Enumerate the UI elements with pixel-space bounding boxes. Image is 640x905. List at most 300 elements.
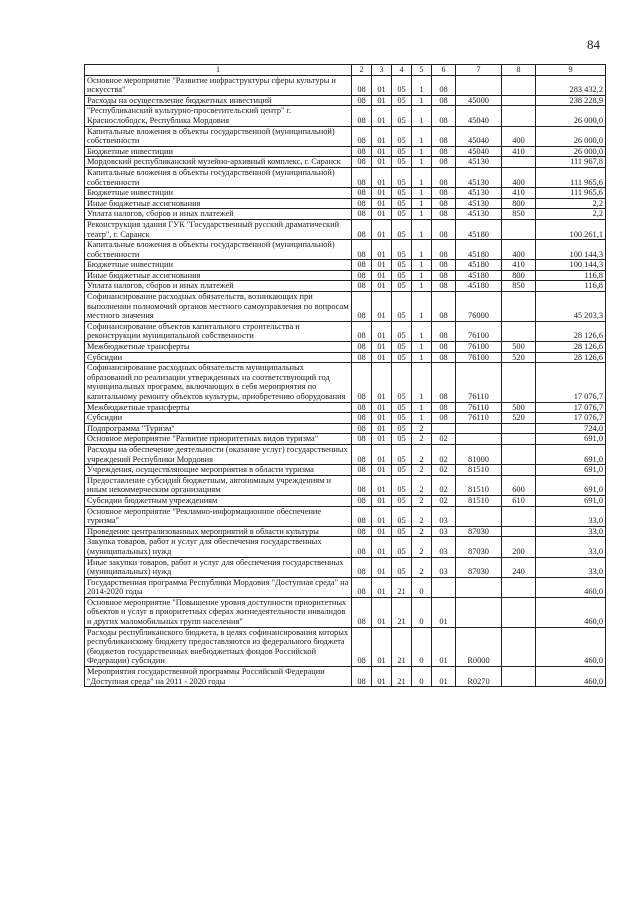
code-direction: 76110 — [456, 363, 502, 402]
code-program: 05 — [392, 209, 412, 220]
code-direction — [456, 75, 502, 95]
row-description: Бюджетные инвестиции — [85, 260, 352, 271]
code-program: 05 — [392, 292, 412, 322]
row-description: Основное мероприятие "Рекламно-информационное обеспечение туризма" — [85, 506, 352, 526]
code-direction: 87030 — [456, 526, 502, 537]
code-subprogram: 0 — [412, 667, 432, 687]
code-program: 05 — [392, 157, 412, 168]
code-subprogram: 2 — [412, 444, 432, 464]
code-subsection: 01 — [372, 75, 392, 95]
code-program: 05 — [392, 526, 412, 537]
code-program: 05 — [392, 126, 412, 146]
expense-type — [502, 526, 536, 537]
code-section: 08 — [352, 342, 372, 353]
header-cell: 4 — [392, 65, 412, 76]
expense-type — [502, 577, 536, 597]
table-row — [85, 321, 606, 341]
code-measure — [432, 577, 456, 597]
code-direction: R0000 — [456, 627, 502, 666]
expense-type: 200 — [502, 537, 536, 557]
code-section: 08 — [352, 526, 372, 537]
code-section: 08 — [352, 292, 372, 322]
code-subsection: 01 — [372, 167, 392, 187]
expense-type: 850 — [502, 281, 536, 292]
code-subprogram: 1 — [412, 126, 432, 146]
row-amount: 26 000,0 — [536, 126, 606, 146]
code-direction: 76110 — [456, 402, 502, 413]
table-row — [85, 106, 606, 126]
code-subsection: 01 — [372, 577, 392, 597]
code-program: 05 — [392, 146, 412, 157]
code-program: 21 — [392, 667, 412, 687]
code-section: 08 — [352, 557, 372, 577]
table-row — [85, 188, 606, 199]
code-measure: 08 — [432, 413, 456, 424]
code-section: 08 — [352, 434, 372, 445]
code-subsection: 01 — [372, 402, 392, 413]
row-description: Подпрограмма "Туризм" — [85, 423, 352, 434]
expense-type — [502, 434, 536, 445]
expense-type — [502, 106, 536, 126]
row-amount: 724,0 — [536, 423, 606, 434]
code-subsection: 01 — [372, 198, 392, 209]
code-program: 05 — [392, 270, 412, 281]
row-amount: 45 203,3 — [536, 292, 606, 322]
table-row — [85, 198, 606, 209]
code-section: 08 — [352, 597, 372, 627]
table-row — [85, 444, 606, 464]
code-subprogram: 1 — [412, 75, 432, 95]
row-amount: 691,0 — [536, 475, 606, 495]
code-subprogram: 1 — [412, 167, 432, 187]
row-description: Иные бюджетные ассигнования — [85, 270, 352, 281]
code-section: 08 — [352, 667, 372, 687]
row-amount: 460,0 — [536, 667, 606, 687]
code-subsection: 01 — [372, 188, 392, 199]
code-direction: 45130 — [456, 157, 502, 168]
table-row — [85, 465, 606, 476]
code-subprogram: 1 — [412, 188, 432, 199]
code-measure: 08 — [432, 219, 456, 239]
code-program: 05 — [392, 260, 412, 271]
expense-type: 520 — [502, 352, 536, 363]
code-section: 08 — [352, 423, 372, 434]
code-subsection: 01 — [372, 475, 392, 495]
code-direction — [456, 434, 502, 445]
header-cell: 5 — [412, 65, 432, 76]
code-program: 21 — [392, 597, 412, 627]
expense-type: 850 — [502, 209, 536, 220]
expense-type: 600 — [502, 475, 536, 495]
code-subprogram: 1 — [412, 363, 432, 402]
table-row — [85, 281, 606, 292]
row-amount: 2,2 — [536, 209, 606, 220]
expense-type — [502, 75, 536, 95]
code-direction: 76100 — [456, 342, 502, 353]
row-amount: 116,8 — [536, 270, 606, 281]
code-section: 08 — [352, 506, 372, 526]
code-subsection: 01 — [372, 219, 392, 239]
code-direction: 81510 — [456, 475, 502, 495]
code-section: 08 — [352, 413, 372, 424]
code-section: 08 — [352, 537, 372, 557]
table-row — [85, 667, 606, 687]
expense-type: 500 — [502, 342, 536, 353]
table-row — [85, 146, 606, 157]
table-row — [85, 413, 606, 424]
row-amount: 111 965,6 — [536, 167, 606, 187]
table-row — [85, 506, 606, 526]
code-section: 08 — [352, 352, 372, 363]
row-description: Иные закупки товаров, работ и услуг для обеспечения государственных (муниципальных) нужд — [85, 557, 352, 577]
row-description: Проведение централизованных мероприятий в области культуры — [85, 526, 352, 537]
code-direction: 76000 — [456, 292, 502, 322]
row-description: Основное мероприятие "Развитие инфраструктуры сферы культуры и искусства" — [85, 75, 352, 95]
row-amount: 17 076,7 — [536, 402, 606, 413]
code-section: 08 — [352, 321, 372, 341]
table-row — [85, 526, 606, 537]
expense-type — [502, 444, 536, 464]
code-direction: 45180 — [456, 281, 502, 292]
code-subprogram: 0 — [412, 627, 432, 666]
row-amount: 33,0 — [536, 557, 606, 577]
table-row — [85, 126, 606, 146]
code-program: 05 — [392, 95, 412, 106]
code-subsection: 01 — [372, 157, 392, 168]
code-direction: 76100 — [456, 321, 502, 341]
table-row — [85, 352, 606, 363]
code-section: 08 — [352, 281, 372, 292]
table-row — [85, 157, 606, 168]
row-description: Субсидии — [85, 413, 352, 424]
code-subsection: 01 — [372, 292, 392, 322]
code-subsection: 01 — [372, 444, 392, 464]
table-row — [85, 219, 606, 239]
code-direction: R0270 — [456, 667, 502, 687]
code-measure: 08 — [432, 363, 456, 402]
code-subprogram: 1 — [412, 281, 432, 292]
code-program: 05 — [392, 506, 412, 526]
row-description: Уплата налогов, сборов и иных платежей — [85, 281, 352, 292]
code-section: 08 — [352, 577, 372, 597]
row-description: Закупка товаров, работ и услуг для обеспечения государственных (муниципальных) нужд — [85, 537, 352, 557]
code-subsection: 01 — [372, 363, 392, 402]
code-section: 08 — [352, 495, 372, 506]
header-row — [85, 65, 606, 76]
expense-type: 800 — [502, 198, 536, 209]
row-amount: 100 261,1 — [536, 219, 606, 239]
code-measure: 08 — [432, 342, 456, 353]
code-subprogram: 1 — [412, 95, 432, 106]
row-description: Капитальные вложения в объекты государственной (муниципальной) собственности — [85, 240, 352, 260]
code-section: 08 — [352, 146, 372, 157]
code-direction: 45130 — [456, 188, 502, 199]
row-description: Капитальные вложения в объекты государственной (муниципальной) собственности — [85, 167, 352, 187]
code-subprogram: 1 — [412, 146, 432, 157]
code-measure: 03 — [432, 557, 456, 577]
code-measure: 08 — [432, 292, 456, 322]
row-amount: 17 076,7 — [536, 413, 606, 424]
expense-type: 500 — [502, 402, 536, 413]
expense-type: 410 — [502, 146, 536, 157]
code-direction: 45130 — [456, 198, 502, 209]
header-cell: 9 — [536, 65, 606, 76]
code-measure: 03 — [432, 526, 456, 537]
table-row — [85, 260, 606, 271]
row-amount: 691,0 — [536, 434, 606, 445]
code-measure: 03 — [432, 537, 456, 557]
code-subprogram: 0 — [412, 597, 432, 627]
expense-type — [502, 292, 536, 322]
row-description: Расходы на обеспечение деятельности (оказание услуг) государственных учреждений Республики Мордовия — [85, 444, 352, 464]
row-description: Реконструкция здания ГУК "Государственный русский драматический театр", г. Саранск — [85, 219, 352, 239]
code-subprogram: 2 — [412, 506, 432, 526]
header-cell: 6 — [432, 65, 456, 76]
table-row — [85, 597, 606, 627]
code-measure: 08 — [432, 281, 456, 292]
row-amount: 28 126,6 — [536, 321, 606, 341]
row-description: Расходы на осуществление бюджетных инвестиций — [85, 95, 352, 106]
header-cell: 3 — [372, 65, 392, 76]
code-measure: 08 — [432, 146, 456, 157]
expense-type — [502, 219, 536, 239]
row-amount: 28 126,6 — [536, 342, 606, 353]
code-program: 05 — [392, 321, 412, 341]
expense-type — [502, 423, 536, 434]
code-subprogram: 2 — [412, 465, 432, 476]
expense-type — [502, 363, 536, 402]
code-program: 05 — [392, 402, 412, 413]
code-section: 08 — [352, 75, 372, 95]
code-measure: 02 — [432, 475, 456, 495]
code-direction: 45040 — [456, 146, 502, 157]
code-program: 05 — [392, 423, 412, 434]
code-section: 08 — [352, 402, 372, 413]
row-description: Учреждения, осуществляющие мероприятия в области туризма — [85, 465, 352, 476]
code-direction — [456, 423, 502, 434]
row-description: Субсидии — [85, 352, 352, 363]
row-amount: 26 000,0 — [536, 146, 606, 157]
code-program: 05 — [392, 475, 412, 495]
code-measure: 02 — [432, 444, 456, 464]
row-amount: 26 000,0 — [536, 106, 606, 126]
code-direction: 87030 — [456, 537, 502, 557]
code-section: 08 — [352, 363, 372, 402]
code-measure: 08 — [432, 106, 456, 126]
code-direction: 76110 — [456, 413, 502, 424]
code-subsection: 01 — [372, 465, 392, 476]
code-subprogram: 2 — [412, 434, 432, 445]
code-direction: 76100 — [456, 352, 502, 363]
table-row — [85, 209, 606, 220]
row-amount: 460,0 — [536, 627, 606, 666]
code-subprogram: 1 — [412, 402, 432, 413]
code-subprogram: 1 — [412, 106, 432, 126]
code-direction: 45040 — [456, 126, 502, 146]
row-amount: 33,0 — [536, 537, 606, 557]
code-subsection: 01 — [372, 95, 392, 106]
row-amount: 111 967,8 — [536, 157, 606, 168]
code-direction: 45180 — [456, 219, 502, 239]
code-measure — [432, 423, 456, 434]
row-amount: 691,0 — [536, 444, 606, 464]
code-measure: 08 — [432, 95, 456, 106]
code-subsection: 01 — [372, 321, 392, 341]
expense-type: 520 — [502, 413, 536, 424]
row-description: Софинансирование расходных обязательств муниципальных образований по реализации утвержденных на соответствующий год муниципальных программ, включающих в себя мероприятия по капитальному ремонту объектов культуры, приобретению оборудования — [85, 363, 352, 402]
code-direction: 45040 — [456, 106, 502, 126]
code-subsection: 01 — [372, 209, 392, 220]
header-cell: 8 — [502, 65, 536, 76]
code-subprogram: 2 — [412, 537, 432, 557]
code-measure: 01 — [432, 667, 456, 687]
code-subprogram: 1 — [412, 198, 432, 209]
expense-type — [502, 157, 536, 168]
code-subprogram: 1 — [412, 321, 432, 341]
row-amount: 460,0 — [536, 597, 606, 627]
code-program: 05 — [392, 434, 412, 445]
table-row — [85, 363, 606, 402]
code-program: 05 — [392, 75, 412, 95]
code-subsection: 01 — [372, 597, 392, 627]
row-description: Бюджетные инвестиции — [85, 146, 352, 157]
header-cell: 1 — [85, 65, 352, 76]
code-program: 21 — [392, 577, 412, 597]
code-program: 05 — [392, 342, 412, 353]
table-row — [85, 95, 606, 106]
header-cell: 7 — [456, 65, 502, 76]
code-section: 08 — [352, 270, 372, 281]
code-subsection: 01 — [372, 423, 392, 434]
table-row — [85, 475, 606, 495]
row-description: Предоставление субсидий бюджетным, автономным учреждениям и иным некоммерческим организациям — [85, 475, 352, 495]
expense-type — [502, 627, 536, 666]
row-description: Межбюджетные трансферты — [85, 402, 352, 413]
table-row — [85, 423, 606, 434]
code-section: 08 — [352, 198, 372, 209]
code-section: 08 — [352, 95, 372, 106]
code-section: 08 — [352, 260, 372, 271]
code-subprogram: 2 — [412, 423, 432, 434]
table-row — [85, 537, 606, 557]
code-program: 05 — [392, 281, 412, 292]
table-row — [85, 270, 606, 281]
row-amount: 2,2 — [536, 198, 606, 209]
code-measure: 08 — [432, 402, 456, 413]
expense-type — [502, 465, 536, 476]
code-program: 05 — [392, 167, 412, 187]
row-amount: 33,0 — [536, 526, 606, 537]
code-subsection: 01 — [372, 537, 392, 557]
code-measure: 08 — [432, 188, 456, 199]
row-description: Софинансирование объектов капитального строительства и реконструкции муниципальной собственности — [85, 321, 352, 341]
code-subsection: 01 — [372, 342, 392, 353]
code-subsection: 01 — [372, 270, 392, 281]
budget-table — [84, 64, 606, 687]
row-description: Бюджетные инвестиции — [85, 188, 352, 199]
code-subsection: 01 — [372, 352, 392, 363]
code-program: 05 — [392, 557, 412, 577]
row-amount: 691,0 — [536, 465, 606, 476]
code-subsection: 01 — [372, 281, 392, 292]
code-section: 08 — [352, 465, 372, 476]
row-amount: 28 126,6 — [536, 352, 606, 363]
code-section: 08 — [352, 444, 372, 464]
header-cell: 2 — [352, 65, 372, 76]
table-row — [85, 434, 606, 445]
code-subsection: 01 — [372, 106, 392, 126]
expense-type — [502, 95, 536, 106]
code-subprogram: 1 — [412, 342, 432, 353]
code-direction: 87030 — [456, 557, 502, 577]
row-amount: 17 076,7 — [536, 363, 606, 402]
code-subprogram: 2 — [412, 475, 432, 495]
code-subprogram: 1 — [412, 219, 432, 239]
code-subsection: 01 — [372, 526, 392, 537]
code-program: 05 — [392, 188, 412, 199]
code-direction: 45180 — [456, 270, 502, 281]
code-direction — [456, 506, 502, 526]
code-subprogram: 2 — [412, 495, 432, 506]
code-program: 05 — [392, 363, 412, 402]
code-program: 05 — [392, 240, 412, 260]
code-section: 08 — [352, 475, 372, 495]
code-program: 05 — [392, 537, 412, 557]
code-measure: 08 — [432, 270, 456, 281]
row-amount: 283 432,2 — [536, 75, 606, 95]
code-program: 21 — [392, 627, 412, 666]
table-row — [85, 75, 606, 95]
row-description: Уплата налогов, сборов и иных платежей — [85, 209, 352, 220]
code-subsection: 01 — [372, 627, 392, 666]
code-section: 08 — [352, 188, 372, 199]
code-subsection: 01 — [372, 260, 392, 271]
code-direction: 45130 — [456, 209, 502, 220]
expense-type: 400 — [502, 126, 536, 146]
code-measure: 08 — [432, 321, 456, 341]
code-direction: 45130 — [456, 167, 502, 187]
code-direction: 81510 — [456, 465, 502, 476]
expense-type: 400 — [502, 167, 536, 187]
expense-type — [502, 667, 536, 687]
table-row — [85, 495, 606, 506]
row-amount: 116,8 — [536, 281, 606, 292]
code-subprogram: 1 — [412, 413, 432, 424]
expense-type: 410 — [502, 188, 536, 199]
row-description: Капитальные вложения в объекты государственной (муниципальной) собственности — [85, 126, 352, 146]
row-description: Мордовский республиканский музейно-архивный комплекс, г. Саранск — [85, 157, 352, 168]
code-measure: 02 — [432, 495, 456, 506]
row-amount: 111 965,6 — [536, 188, 606, 199]
row-description: "Республиканский культурно-просветительский центр" г. Краснослободск, Республика Мордовия — [85, 106, 352, 126]
code-subprogram: 1 — [412, 260, 432, 271]
code-measure: 03 — [432, 506, 456, 526]
code-program: 05 — [392, 413, 412, 424]
code-program: 05 — [392, 219, 412, 239]
code-subsection: 01 — [372, 413, 392, 424]
code-section: 08 — [352, 219, 372, 239]
code-direction: 81510 — [456, 495, 502, 506]
code-subprogram: 1 — [412, 240, 432, 260]
row-amount: 238 228,9 — [536, 95, 606, 106]
expense-type: 610 — [502, 495, 536, 506]
code-subsection: 01 — [372, 434, 392, 445]
table-row — [85, 577, 606, 597]
code-measure: 08 — [432, 198, 456, 209]
code-program: 05 — [392, 352, 412, 363]
code-direction: 45180 — [456, 240, 502, 260]
code-subprogram: 1 — [412, 157, 432, 168]
